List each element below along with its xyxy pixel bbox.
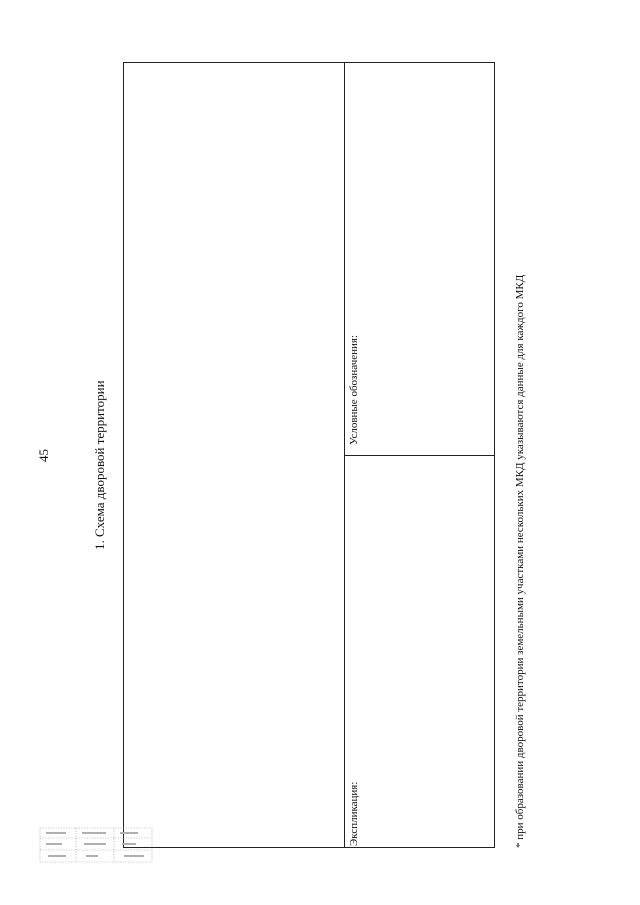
explication-label: Экспликация: bbox=[348, 781, 360, 846]
faded-stamp-image bbox=[38, 826, 154, 864]
legend-label: Условные обозначения: bbox=[348, 334, 360, 445]
footnote: * при образовании дворовой территории земельными участками нескольких МКД указываются данные для каждого МКД bbox=[514, 274, 526, 848]
section-title: 1. Схема дворовой территории bbox=[92, 380, 107, 550]
legend-divider-horizontal bbox=[344, 455, 495, 456]
page-number: 45 bbox=[36, 449, 51, 462]
